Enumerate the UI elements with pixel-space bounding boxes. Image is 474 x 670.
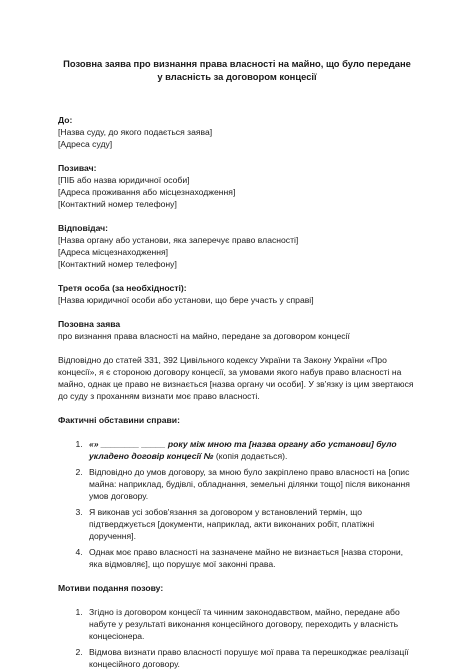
list-item: 1. Згідно із договором концесії та чинним законодавством, майно, передане або набуте у результаті виконання концесійного договору, переходить у власність концесіонера. [85, 606, 416, 642]
plaintiff-name-line: [ПІБ або назва юридичної особи] [58, 175, 190, 185]
plaintiff-heading: Позивач: [58, 163, 97, 173]
contract-date-text: «» ________ _____ року між мною та [назва органу або установи] було укладено договір концесії № [89, 439, 397, 461]
facts-heading: Фактичні обставини справи: [58, 415, 180, 425]
defendant-heading: Відповідач: [58, 223, 109, 233]
third-party-section [58, 282, 416, 306]
third-party-name-line: [Назва юридичної особи або установи, що бере участь у справі] [58, 295, 314, 305]
to-heading: До: [58, 115, 73, 125]
contract-copy-note: (копія додається). [213, 451, 288, 461]
to-section [58, 114, 416, 150]
list-item: 4. Однак моє право власності на зазначене майно не визнається [назва сторони, яка відмовляє], що порушує мої законні права. [85, 546, 416, 570]
motives-heading: Мотиви подання позову: [58, 583, 164, 593]
defendant-address-line: [Адреса місцезнаходження] [58, 247, 169, 257]
list-item [85, 438, 416, 462]
third-party-heading: Третя особа (за необхідності): [58, 283, 187, 293]
list-item: 2. Відмова визнати право власності порушує мої права та перешкоджає реалізації концесійного договору. [85, 646, 416, 670]
list-item: 3. Я виконав усі зобов'язання за договором у встановлений термін, що підтверджується [документи, наприклад, акти виконаних робіт, платіжні доручення]. [85, 506, 416, 542]
motives-list [58, 606, 416, 670]
plaintiff-address-line: [Адреса проживання або місцезнаходження] [58, 187, 236, 197]
court-name-line: [Назва суду, до якого подається заява] [58, 127, 213, 137]
claim-paragraph: Відповідно до статей 331, 392 Цивільного кодексу України та Закону України «Про концесії», я є стороною договору концесії, за умовами якого набув право власності на майно, однак це право не визнається [назва органу чи особи]. У зв'язку із цим звертаюся до суду з проханням визнати моє право власності. [58, 355, 414, 401]
defendant-phone-line: [Контактний номер телефону] [58, 259, 177, 269]
title-line-2: у власність за договором концесії [157, 70, 317, 82]
document-title [58, 58, 416, 83]
claim-subtitle: про визнання права власності на майно, передане за договором концесії [58, 331, 350, 341]
title-line-1: Позовна заява про визнання права власності на майно, що було передане [63, 58, 411, 69]
claim-section [58, 318, 416, 342]
defendant-section [58, 222, 416, 270]
court-address-line: [Адреса суду] [58, 139, 113, 149]
facts-list [58, 438, 416, 570]
plaintiff-section [58, 162, 416, 210]
plaintiff-phone-line: [Контактний номер телефону] [58, 199, 177, 209]
list-item: 2. Відповідно до умов договору, за мною було закріплено право власності на [опис майна: наприклад, будівлі, обладнання, земельні ділянки тощо] після виконання умов договору. [85, 466, 416, 502]
defendant-name-line: [Назва органу або установи, яка заперечує право власності] [58, 235, 299, 245]
claim-heading: Позовна заява [58, 319, 121, 329]
